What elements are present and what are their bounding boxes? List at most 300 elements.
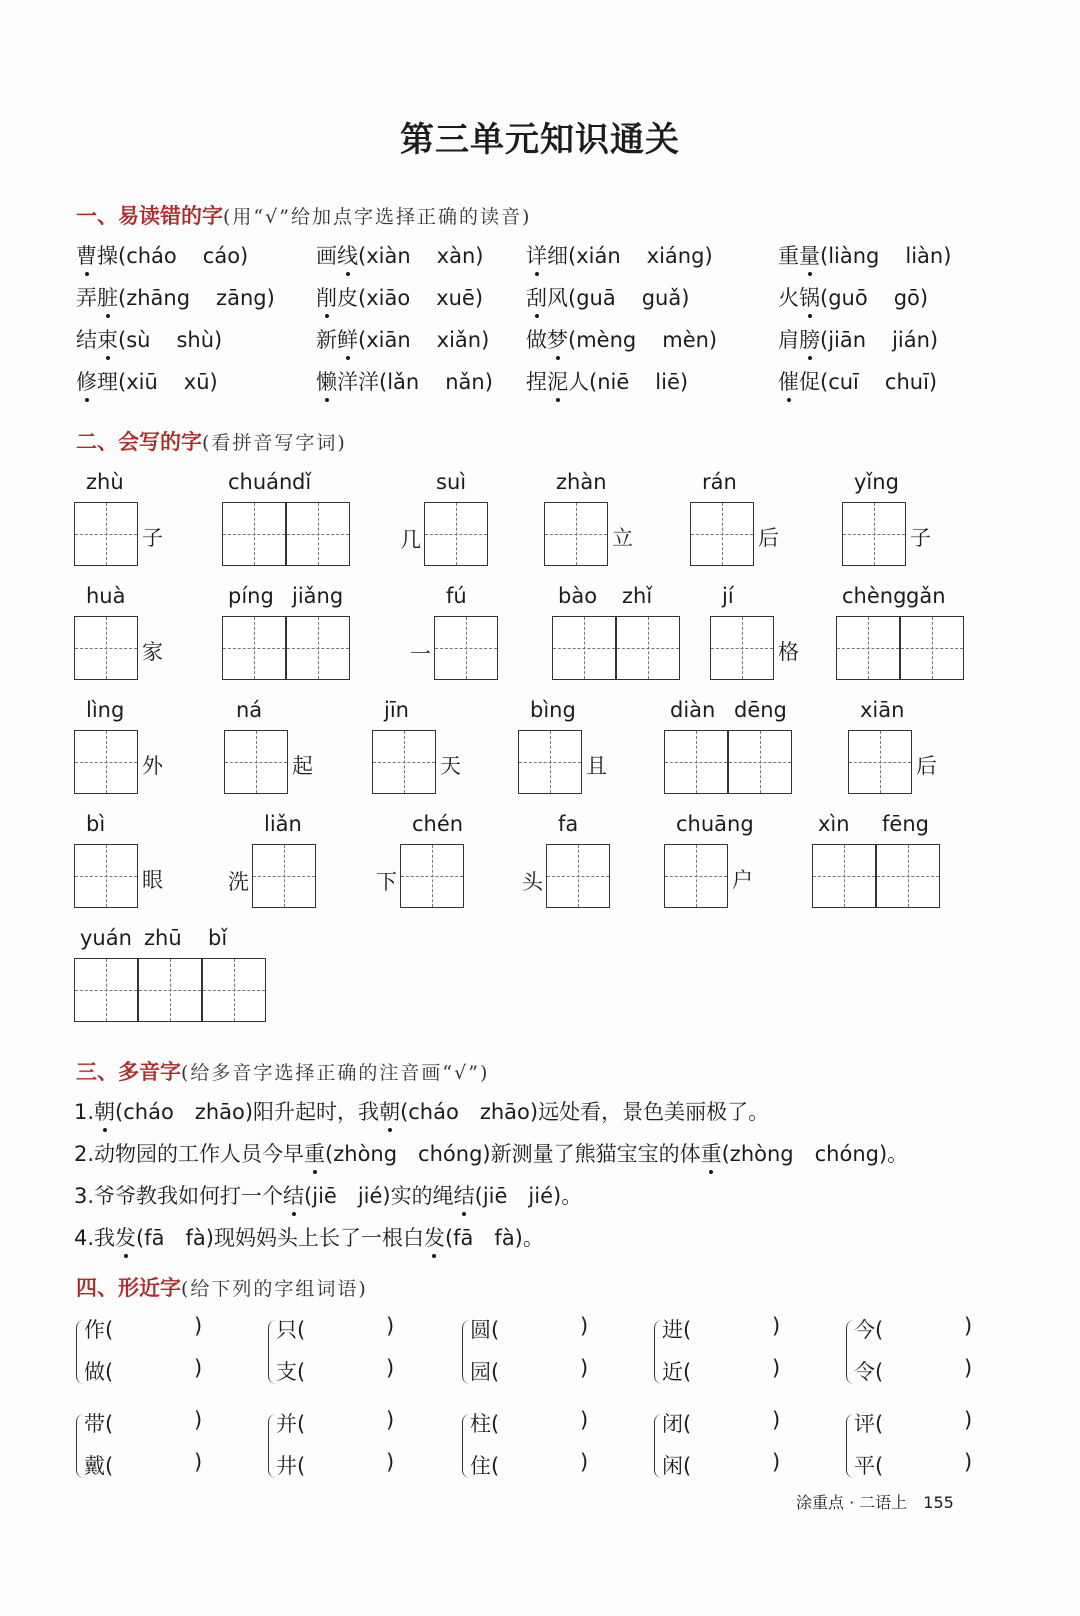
context-char: 子: [910, 526, 931, 550]
similar-char-row: [662, 1408, 691, 1438]
reading-item: [526, 282, 689, 312]
section3-header: [76, 1056, 489, 1086]
paren-open: (: [118, 370, 127, 394]
paren-open: (: [820, 370, 829, 394]
sentence-text: (cháo zhāo)远处看，景色美丽极了。: [400, 1100, 770, 1124]
similar-char-row: [854, 1408, 883, 1438]
paren-open: (: [820, 286, 829, 310]
similar-char-row: [854, 1450, 883, 1480]
answer-blank[interactable]: ): [964, 1450, 973, 1474]
context-char: 起: [292, 754, 313, 778]
pinyin-option: xū: [183, 370, 210, 394]
paren-open: (: [589, 370, 598, 394]
pinyin-label: píng: [228, 584, 274, 608]
context-char: 立: [612, 526, 633, 550]
tianzige-box[interactable]: [900, 616, 964, 680]
pinyin-option: xiū: [126, 370, 158, 394]
reading-item: [526, 324, 717, 354]
paren-open: (: [105, 1360, 114, 1384]
paren-open: (: [379, 370, 388, 394]
context-char: 格: [778, 640, 799, 664]
pinyin-option: mèn: [662, 328, 709, 352]
paren-open: (: [820, 244, 829, 268]
word-part: 皮: [337, 286, 358, 310]
page-footer: 涂重点 · 二语上 155: [796, 1493, 954, 1512]
paren-close: ): [929, 328, 939, 352]
tianzige-box[interactable]: [664, 844, 728, 908]
dotted-char: 量: [799, 240, 820, 270]
paren-open: (: [491, 1412, 500, 1436]
paren-close: ): [919, 286, 929, 310]
pinyin-option: xiāo: [366, 286, 411, 310]
similar-char: 并: [276, 1412, 297, 1436]
dotted-char: 泥: [547, 366, 568, 396]
tianzige-box[interactable]: [74, 502, 138, 566]
pinyin-label: xìn: [818, 812, 850, 836]
pinyin-label: yuán: [80, 926, 132, 950]
pinyin-label: chuāng: [676, 812, 754, 836]
brace-bracket: [462, 1320, 470, 1384]
pinyin-label: xiān: [860, 698, 905, 722]
answer-blank[interactable]: ): [194, 1314, 203, 1338]
pinyin-option: guā: [576, 286, 616, 310]
tianzige-box[interactable]: [812, 844, 876, 908]
paren-open: (: [875, 1360, 884, 1384]
reading-item: [76, 282, 275, 312]
pinyin-label: bào: [558, 584, 598, 608]
answer-blank[interactable]: ): [194, 1408, 203, 1432]
paren-close: ): [708, 328, 718, 352]
tianzige-box[interactable]: [286, 616, 350, 680]
similar-char: 闲: [662, 1454, 683, 1478]
context-char: 一: [410, 642, 431, 666]
tianzige-box[interactable]: [876, 844, 940, 908]
context-char: 洗: [228, 870, 249, 894]
brace-bracket: [654, 1414, 662, 1478]
tianzige-box[interactable]: [546, 844, 610, 908]
similar-char-row: [84, 1450, 113, 1480]
sentence-text: (cháo zhāo)阳升起时，我: [115, 1100, 380, 1124]
similar-char: 近: [662, 1360, 683, 1384]
pinyin-label: fú: [446, 584, 467, 608]
dotted-char: 梦: [547, 324, 568, 354]
tianzige-box[interactable]: [138, 958, 202, 1022]
paren-open: (: [297, 1412, 306, 1436]
dotted-char: 修: [76, 366, 97, 396]
pinyin-label: chèng: [842, 584, 907, 608]
pinyin-option: lǎn: [387, 370, 420, 394]
dotted-char: 朝: [379, 1096, 400, 1126]
reading-item: [316, 324, 489, 354]
tianzige-box[interactable]: [664, 730, 728, 794]
pinyin-option: xuē: [436, 286, 475, 310]
tianzige-box[interactable]: [74, 616, 138, 680]
pinyin-label: bǐ: [208, 926, 228, 950]
similar-char-row: [470, 1314, 499, 1344]
answer-blank[interactable]: ): [580, 1450, 589, 1474]
word-part: 促: [799, 370, 820, 394]
pinyin-option: xàn: [436, 244, 476, 268]
answer-blank[interactable]: ): [386, 1356, 395, 1380]
tianzige-box[interactable]: [222, 616, 286, 680]
similar-char: 圆: [470, 1318, 491, 1342]
pinyin-option: cháo: [126, 244, 177, 268]
brace-bracket: [462, 1414, 470, 1478]
dotted-char: 发: [115, 1222, 136, 1252]
pinyin-label: chén: [412, 812, 464, 836]
reading-item: [778, 282, 928, 312]
paren-open: (: [358, 244, 367, 268]
dotted-char: 脏: [97, 282, 118, 312]
paren-open: (: [105, 1454, 114, 1478]
reading-item: [778, 240, 951, 270]
brace-bracket: [846, 1320, 854, 1384]
pinyin-option: xiān: [366, 328, 411, 352]
reading-item: [316, 240, 483, 270]
pinyin-label: jiǎng: [292, 584, 344, 608]
pinyin-option: liàn: [905, 244, 944, 268]
answer-blank[interactable]: ): [580, 1408, 589, 1432]
answer-blank[interactable]: ): [772, 1314, 781, 1338]
pinyin-label: chuán: [228, 470, 293, 494]
sentence: [74, 1138, 908, 1168]
pinyin-option: liē: [655, 370, 680, 394]
tianzige-box[interactable]: [848, 730, 912, 794]
similar-char: 作: [84, 1318, 105, 1342]
pinyin-label: ná: [236, 698, 263, 722]
context-char: 子: [142, 526, 163, 550]
answer-blank[interactable]: ): [772, 1450, 781, 1474]
tianzige-box[interactable]: [400, 844, 464, 908]
tianzige-box[interactable]: [842, 502, 906, 566]
dotted-char: 鲜: [337, 324, 358, 354]
sentence-text: (fā fà)。: [444, 1226, 544, 1250]
similar-char: 今: [854, 1318, 875, 1342]
section4-heading: 四、形近字: [76, 1276, 181, 1300]
paren-open: (: [875, 1412, 884, 1436]
sentence-number: 3.: [74, 1184, 95, 1208]
context-char: 后: [916, 754, 937, 778]
pinyin-option: cuī: [828, 370, 859, 394]
sentence-number: 1.: [74, 1100, 95, 1124]
pinyin-option: sù: [126, 328, 151, 352]
pinyin-label: lìng: [86, 698, 125, 722]
pinyin-option: xiǎn: [436, 328, 482, 352]
pinyin-label: rán: [702, 470, 737, 494]
paren-close: ): [475, 244, 484, 268]
similar-char-row: [662, 1450, 691, 1480]
answer-blank[interactable]: ): [964, 1314, 973, 1338]
tianzige-box[interactable]: [836, 616, 900, 680]
dotted-char: 刮: [526, 282, 547, 312]
similar-char-row: [276, 1408, 305, 1438]
dotted-char: 详: [526, 240, 547, 270]
brace-bracket: [654, 1320, 662, 1384]
section2-header: [76, 426, 347, 456]
dotted-char: 懒: [316, 366, 337, 396]
pinyin-option: xiàn: [366, 244, 411, 268]
context-char: 户: [732, 868, 753, 892]
word-part: 重: [778, 244, 799, 268]
paren-close: ): [474, 286, 484, 310]
paren-open: (: [118, 286, 127, 310]
tianzige-box[interactable]: [74, 730, 138, 794]
pinyin-label: zhū: [144, 926, 182, 950]
pinyin-option: gō: [893, 286, 920, 310]
similar-char: 带: [84, 1412, 105, 1436]
sentence-text: 动物园的工作人员今早: [94, 1142, 305, 1166]
word-part: 人: [568, 370, 589, 394]
similar-char: 戴: [84, 1454, 105, 1478]
paren-close: ): [943, 244, 952, 268]
reading-item: [778, 366, 937, 396]
word-part: 火: [778, 286, 799, 310]
pinyin-label: fēng: [882, 812, 929, 836]
pinyin-option: chuī: [884, 370, 929, 394]
pinyin-label: jí: [722, 584, 734, 608]
paren-close: ): [481, 328, 490, 352]
paren-close: ): [679, 370, 689, 394]
similar-char: 井: [276, 1454, 297, 1478]
context-char: 天: [440, 754, 461, 778]
word-part: 弄: [76, 286, 97, 310]
answer-blank[interactable]: ): [580, 1314, 589, 1338]
pinyin-option: guō: [828, 286, 868, 310]
paren-close: ): [266, 286, 275, 310]
pinyin-option: niē: [597, 370, 630, 394]
pinyin-label: zhù: [86, 470, 124, 494]
paren-close: ): [214, 328, 223, 352]
paren-open: (: [683, 1318, 692, 1342]
similar-char: 住: [470, 1454, 491, 1478]
tianzige-box[interactable]: [434, 616, 498, 680]
tianzige-box[interactable]: [74, 844, 138, 908]
similar-char-row: [276, 1450, 305, 1480]
dotted-char: 催: [778, 366, 799, 396]
page-title: 第三单元知识通关: [400, 120, 680, 160]
sentence-text: (zhòng chóng)。: [721, 1142, 909, 1166]
answer-blank[interactable]: ): [194, 1450, 203, 1474]
paren-open: (: [297, 1454, 306, 1478]
brace-bracket: [76, 1414, 84, 1478]
paren-open: (: [105, 1412, 114, 1436]
sentence-text: 爷爷教我如何打一个: [94, 1184, 284, 1208]
context-char: 眼: [142, 868, 163, 892]
answer-blank[interactable]: ): [386, 1450, 395, 1474]
word-part: 结: [76, 328, 97, 352]
similar-char: 园: [470, 1360, 491, 1384]
tianzige-box[interactable]: [372, 730, 436, 794]
dotted-char: 发: [424, 1222, 445, 1252]
dotted-char: 朝: [94, 1096, 115, 1126]
tianzige-box[interactable]: [552, 616, 616, 680]
section1-note: (用“√”给加点字选择正确的读音): [223, 206, 532, 228]
dotted-char: 线: [337, 240, 358, 270]
section3-note: (给多音字选择正确的注音画“√”): [181, 1062, 490, 1084]
tianzige-box[interactable]: [222, 502, 286, 566]
pinyin-label: gǎn: [906, 584, 946, 608]
tianzige-box[interactable]: [518, 730, 582, 794]
paren-open: (: [683, 1412, 692, 1436]
dotted-char: 束: [97, 324, 118, 354]
sentence-text: (zhòng chóng)新测量了熊猫宝宝的体: [325, 1142, 701, 1166]
pinyin-label: jīn: [384, 698, 409, 722]
answer-blank[interactable]: ): [772, 1356, 781, 1380]
similar-char: 只: [276, 1318, 297, 1342]
reading-item: [526, 366, 688, 396]
pinyin-option: zhāng: [126, 286, 191, 310]
dotted-char: 重: [304, 1138, 325, 1168]
similar-char: 闭: [662, 1412, 683, 1436]
similar-char: 柱: [470, 1412, 491, 1436]
word-part: 操: [97, 244, 118, 268]
pinyin-label: yǐng: [854, 470, 899, 494]
tianzige-box[interactable]: [728, 730, 792, 794]
similar-char: 令: [854, 1360, 875, 1384]
paren-open: (: [358, 286, 367, 310]
context-char: 家: [142, 640, 163, 664]
context-char: 且: [586, 754, 607, 778]
sentence-text: (fā fà)现妈妈头上长了一根白: [136, 1226, 424, 1250]
pinyin-label: fa: [558, 812, 579, 836]
tianzige-box[interactable]: [424, 502, 488, 566]
pinyin-label: bìng: [530, 698, 576, 722]
section1-heading: 一、易读错的字: [76, 204, 223, 228]
pinyin-label: diàn: [670, 698, 716, 722]
similar-char-row: [84, 1314, 113, 1344]
dotted-char: 结: [454, 1180, 475, 1210]
reading-item: [526, 240, 713, 270]
paren-close: ): [928, 370, 938, 394]
word-part: 肩: [778, 328, 799, 352]
paren-close: ): [240, 244, 249, 268]
section2-note: (看拼音写字词): [202, 432, 347, 454]
similar-char: 平: [854, 1454, 875, 1478]
sentence-number: 2.: [74, 1142, 95, 1166]
paren-open: (: [683, 1360, 692, 1384]
pinyin-label: bì: [86, 812, 106, 836]
context-char: 外: [142, 754, 163, 778]
pinyin-label: suì: [436, 470, 467, 494]
paren-open: (: [118, 244, 127, 268]
section3-heading: 三、多音字: [76, 1060, 181, 1084]
answer-blank[interactable]: ): [964, 1356, 973, 1380]
similar-char-row: [662, 1314, 691, 1344]
paren-open: (: [105, 1318, 114, 1342]
paren-open: (: [568, 328, 577, 352]
word-part: 细: [547, 244, 568, 268]
paren-close: ): [681, 286, 690, 310]
pinyin-label: dēng: [734, 698, 787, 722]
similar-char: 做: [84, 1360, 105, 1384]
sentence-text: (jiē jié)实的绳: [304, 1184, 454, 1208]
reading-item: [76, 366, 218, 396]
tianzige-box[interactable]: [690, 502, 754, 566]
word-part: 理: [97, 370, 118, 394]
context-char: 下: [376, 870, 397, 894]
word-part: 画: [316, 244, 337, 268]
paren-open: (: [491, 1454, 500, 1478]
context-char: 几: [400, 528, 421, 552]
pinyin-option: jiān: [828, 328, 867, 352]
paren-open: (: [358, 328, 367, 352]
answer-blank[interactable]: ): [772, 1408, 781, 1432]
answer-blank[interactable]: ): [386, 1314, 395, 1338]
tianzige-box[interactable]: [252, 844, 316, 908]
tianzige-box[interactable]: [286, 502, 350, 566]
dotted-char: 结: [283, 1180, 304, 1210]
paren-open: (: [297, 1318, 306, 1342]
pinyin-label: liǎn: [264, 812, 302, 836]
sentence: [74, 1096, 769, 1126]
tianzige-box[interactable]: [202, 958, 266, 1022]
answer-blank[interactable]: ): [386, 1408, 395, 1432]
pinyin-option: mèng: [576, 328, 637, 352]
pinyin-option: nǎn: [445, 370, 485, 394]
tianzige-box[interactable]: [710, 616, 774, 680]
paren-open: (: [875, 1454, 884, 1478]
brace-bracket: [268, 1414, 276, 1478]
paren-open: (: [683, 1454, 692, 1478]
pinyin-label: zhàn: [556, 470, 607, 494]
context-char: 后: [758, 526, 779, 550]
pinyin-option: cáo: [202, 244, 241, 268]
tianzige-box[interactable]: [74, 958, 138, 1022]
pinyin-label: dǐ: [292, 470, 312, 494]
reading-item: [316, 366, 493, 396]
paren-open: (: [491, 1360, 500, 1384]
section4-header: [76, 1272, 368, 1302]
answer-blank[interactable]: ): [964, 1408, 973, 1432]
section1-header: [76, 200, 531, 230]
similar-char-row: [662, 1356, 691, 1386]
pinyin-option: liàng: [828, 244, 880, 268]
similar-char: 评: [854, 1412, 875, 1436]
dotted-char: 锅: [799, 282, 820, 312]
answer-blank[interactable]: ): [580, 1356, 589, 1380]
tianzige-box[interactable]: [224, 730, 288, 794]
brace-bracket: [76, 1320, 84, 1384]
pinyin-option: shù: [176, 328, 215, 352]
reading-item: [76, 324, 222, 354]
similar-char-row: [276, 1356, 305, 1386]
paren-close: ): [704, 244, 713, 268]
word-part: 捏: [526, 370, 547, 394]
paren-open: (: [568, 286, 577, 310]
tianzige-box[interactable]: [616, 616, 680, 680]
answer-blank[interactable]: ): [194, 1356, 203, 1380]
similar-char-row: [84, 1408, 113, 1438]
similar-char-row: [470, 1450, 499, 1480]
paren-close: ): [209, 370, 218, 394]
similar-char-row: [470, 1408, 499, 1438]
sentence: [74, 1180, 582, 1210]
dotted-char: 膀: [799, 324, 820, 354]
tianzige-box[interactable]: [544, 502, 608, 566]
reading-item: [76, 240, 248, 270]
section2-heading: 二、会写的字: [76, 430, 202, 454]
word-part: 风: [547, 286, 568, 310]
similar-char-row: [84, 1356, 113, 1386]
reading-item: [778, 324, 938, 354]
word-part: 新: [316, 328, 337, 352]
sentence-text: 我: [94, 1226, 116, 1250]
pinyin-option: xián: [576, 244, 621, 268]
paren-close: ): [484, 370, 493, 394]
pinyin-option: zāng: [216, 286, 267, 310]
section4-note: (给下列的字组词语): [181, 1278, 368, 1300]
word-part: 洋洋: [337, 370, 379, 394]
